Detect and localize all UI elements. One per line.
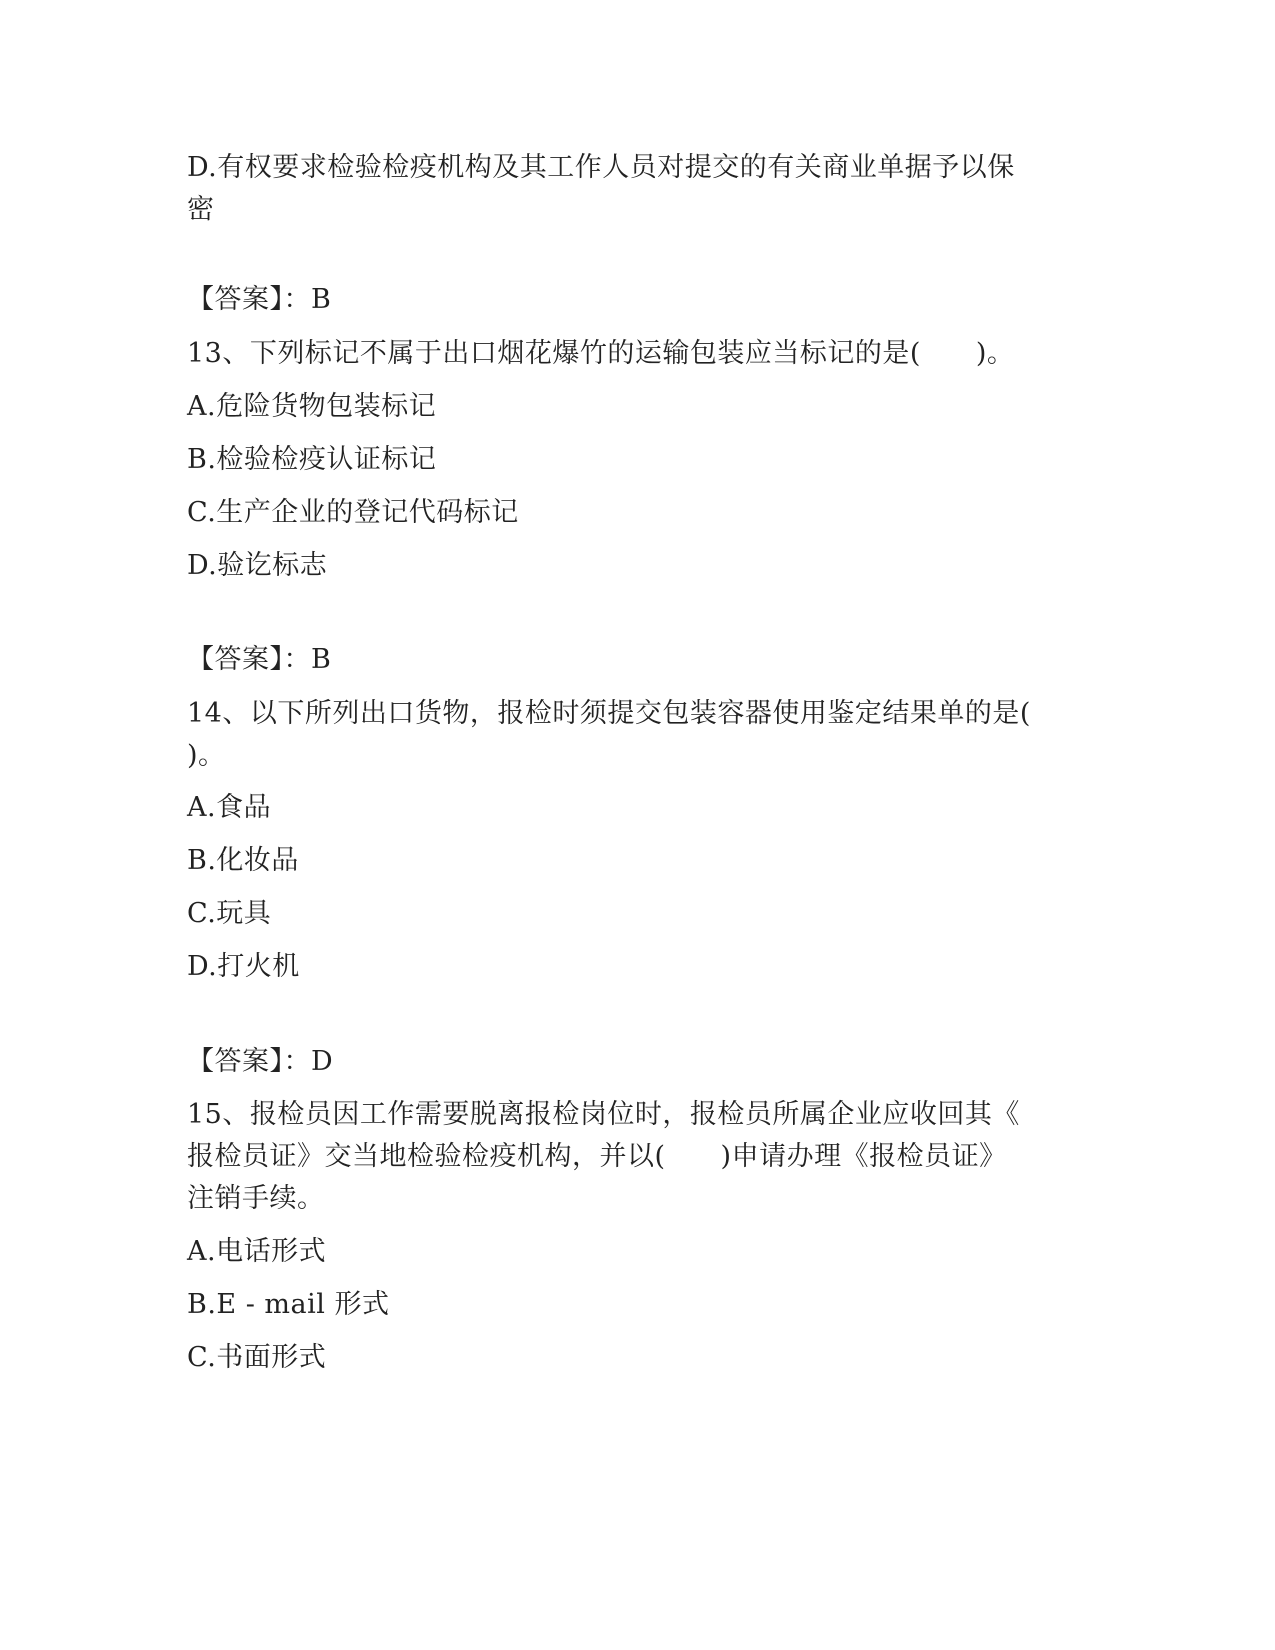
q13-option-b: B.检验检疫认证标记 (187, 444, 437, 475)
q13-option-a: A.危险货物包装标记 (187, 391, 437, 422)
q15-option-a: A.电话形式 (187, 1236, 327, 1267)
q13-option-d: D.验讫标志 (187, 550, 328, 581)
q12-option-d-line1: D.有权要求检验检疫机构及其工作人员对提交的有关商业单据予以保 (187, 152, 1015, 183)
q13-option-c: C.生产企业的登记代码标记 (187, 497, 519, 528)
q15-question-line3: 注销手续。 (187, 1183, 325, 1214)
q12-option-d-line2: 密 (187, 194, 215, 225)
q14-option-b: B.化妆品 (187, 845, 299, 876)
q14-question-line2: )。 (187, 740, 226, 771)
q15-question-line1: 15、报检员因工作需要脱离报检岗位时，报检员所属企业应收回其《 (187, 1099, 1020, 1130)
q14-answer: 【答案】：D (187, 1046, 334, 1077)
q14-question-line1: 14、以下所列出口货物，报检时须提交包装容器使用鉴定结果单的是( (187, 698, 1031, 729)
q13-question: 13、下列标记不属于出口烟花爆竹的运输包装应当标记的是( )。 (187, 338, 1015, 369)
q12-answer: 【答案】：B (187, 284, 332, 315)
q15-option-b: B.E - mail 形式 (187, 1289, 390, 1320)
q15-option-c: C.书面形式 (187, 1342, 327, 1373)
q14-option-d: D.打火机 (187, 951, 300, 982)
q14-option-a: A.食品 (187, 792, 272, 823)
q15-question-line2: 报检员证》交当地检验检疫机构，并以( )申请办理《报检员证》 (187, 1141, 1007, 1172)
q14-option-c: C.玩具 (187, 898, 272, 929)
q13-answer: 【答案】：B (187, 644, 332, 675)
